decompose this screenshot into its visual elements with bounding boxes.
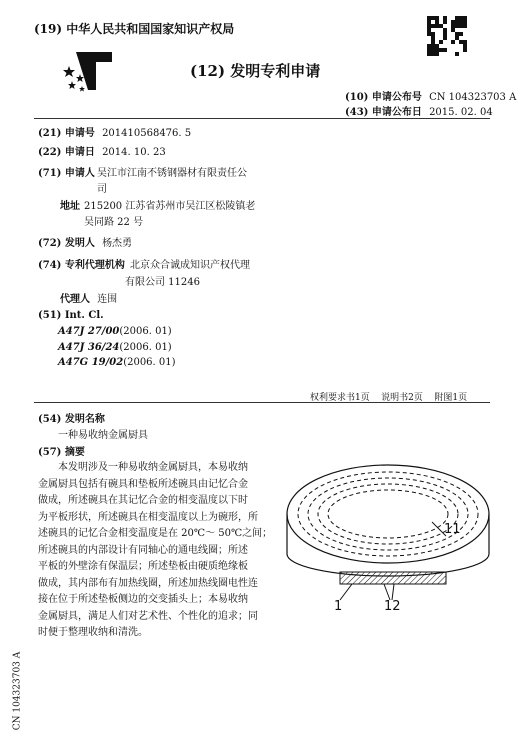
publication-date-row <box>345 103 493 118</box>
agency-line-1: 北京众合诚成知识产权代理 <box>130 260 250 271</box>
inventor: 杨杰勇 <box>102 238 133 249</box>
abstract-line: 做成，所述碗具在其记忆合金的相变温度以下时 <box>38 495 248 506</box>
figure-label-pad: 12 <box>384 599 401 614</box>
applicant-label: (71) 申请人 <box>38 168 95 179</box>
invention-title: 一种易收纳金属厨具 <box>58 430 148 441</box>
pages-info: 权利要求书1页 说明书2页 附图1页 <box>310 393 468 403</box>
application-number-label: (21) 申请号 <box>38 128 95 139</box>
address-line-2: 吴同路 22 号 <box>84 217 144 228</box>
agent-row <box>60 290 117 305</box>
abstract-label: (57) 摘要 <box>38 447 85 458</box>
section-divider <box>34 402 490 403</box>
qr-module <box>439 40 443 44</box>
abstract-line: 金属厨具，满足人们对艺术性、个性化的追求；同 <box>38 610 258 622</box>
heating-pad <box>340 572 446 584</box>
bowl-outer-outline <box>287 465 489 563</box>
ipc-version: (2006. 01) <box>123 357 176 368</box>
qr-module <box>443 36 447 40</box>
abstract-line: 金属厨具包括有碗具和垫板所述碗具由记忆合金 <box>38 478 248 490</box>
qr-module <box>459 32 463 36</box>
ipc-row <box>58 357 176 368</box>
application-number: 201410568476. 5 <box>102 128 192 139</box>
agent-label: 代理人 <box>60 294 90 305</box>
office-name: (19) 中华人民共和国国家知识产权局 <box>34 22 235 36</box>
address-label: 地址 <box>60 201 80 212</box>
application-date: 2014. 10. 23 <box>102 147 166 158</box>
title-label: (54) 发明名称 <box>38 414 105 425</box>
publication-number-label: (10) 申请公布号 <box>345 92 422 103</box>
ipc-code: A47J 36/24 <box>58 342 120 353</box>
qr-module <box>435 52 439 56</box>
leader-line <box>384 584 390 600</box>
agency-line-2: 有限公司 11246 <box>125 277 200 288</box>
ipc-version: (2006. 01) <box>119 326 172 337</box>
abstract-line: 述碗具的记忆合金相变温度是在 20℃～ 50℃之间； <box>38 528 273 539</box>
application-date-label: (22) 申请日 <box>38 147 95 158</box>
qr-module <box>463 24 467 28</box>
agency-label: (74) 专利代理机构 <box>38 260 125 271</box>
abstract-line: 时便于整理收纳和清洗。 <box>38 627 148 638</box>
ipc-code: A47J 27/00 <box>58 326 120 337</box>
cnipa-logo <box>62 48 116 94</box>
publication-date: 2015. 02. 04 <box>429 107 493 118</box>
abstract-line: 做成，其内部布有加热线圈，所述加热线圈电性连 <box>38 577 258 589</box>
ipc-code: A47G 19/02 <box>58 357 124 368</box>
abstract-text <box>38 460 273 642</box>
applicant-line-1: 吴江市江南不锈钢器材有限责任公 <box>97 168 247 179</box>
inventor-row <box>38 234 132 249</box>
figure-label-base: 1 <box>334 599 343 614</box>
qr-module <box>455 52 459 56</box>
qr-module <box>443 20 447 24</box>
application-number-row <box>38 124 191 139</box>
abstract-line: 为平板形状，所述碗具在相变温度以上为碗形，所 <box>38 511 258 523</box>
abstract-line: 本发明涉及一种易收纳金属厨具，本易收纳 <box>58 462 248 473</box>
agent: 连围 <box>97 294 118 305</box>
patent-figure <box>282 462 494 618</box>
document-type: (12) 发明专利申请 <box>190 62 321 80</box>
header-divider <box>34 118 490 119</box>
int-cl-label: (51) Int. Cl. <box>38 310 104 321</box>
abstract-line: 接在位于所述垫板侧边的交变插头上；本易收纳 <box>38 594 248 605</box>
abstract-line: 所述碗具的内部设计有同轴心的通电线圈；所述 <box>38 544 248 556</box>
leader-line <box>392 584 394 600</box>
publication-number: CN 104323703 A <box>429 92 517 103</box>
qr-module <box>463 48 467 52</box>
inventor-label: (72) 发明人 <box>38 238 95 249</box>
figure-label-coil: 11 <box>444 522 461 537</box>
publication-date-label: (43) 申请公布日 <box>345 107 422 118</box>
leader-line <box>340 584 352 600</box>
ipc-row <box>58 326 172 337</box>
applicant-line-2: 司 <box>97 184 107 195</box>
abstract-line: 平板的外壁涂有保温层；所述垫板由硬质绝缘板 <box>38 561 248 572</box>
side-publication-code: CN 104323703 A <box>12 651 23 730</box>
publication-number-row <box>345 88 516 103</box>
application-date-row <box>38 143 166 158</box>
qr-code-icon <box>427 16 467 56</box>
ipc-row <box>58 342 172 353</box>
ipc-version: (2006. 01) <box>119 342 172 353</box>
qr-module <box>443 48 447 52</box>
qr-module <box>451 40 455 44</box>
address-line-1: 215200 江苏省苏州市吴江区松陵镇老 <box>84 201 256 212</box>
